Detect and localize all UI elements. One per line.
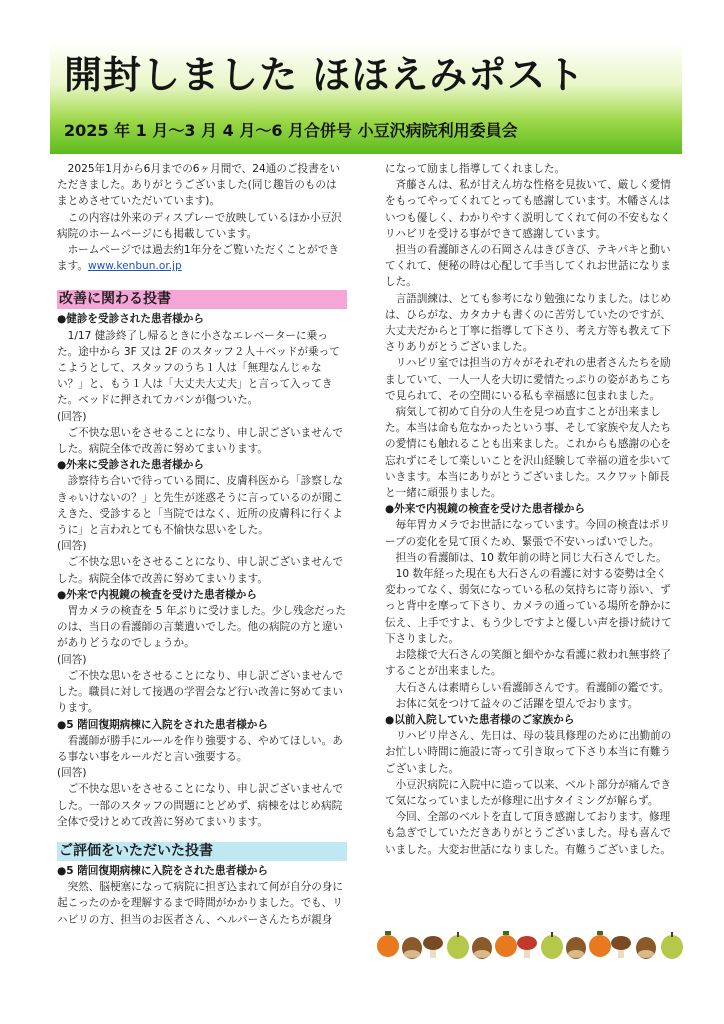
reply-label: (回答) xyxy=(57,767,87,780)
reply-body: ご不快な思いをさせることになり、申し訳ございませんでした。職員に対して接遇の学習会など行い改善に努めてまいります。 xyxy=(57,669,344,715)
intro-text: ホームページでは過去約1年分をご覧いただくことができます。 xyxy=(57,244,339,273)
letter-body: 病気して初めて自分の人生を見つめ直すことが出来ました。本当は命も危なかったという事、そして家族や友人たちの愛情にも触れることも出来ました。これからも感謝の心を忘れずにそして楽しいことを沢山経験して幸福の道を歩いていきます。本当にありがとうございました。スクワット師長と一緒に頑張りました。 xyxy=(385,406,672,500)
letter-title: ●5 階回復期病棟に入院をされた患者様から xyxy=(57,718,268,731)
letter-title: ●健診を受診された患者様から xyxy=(57,313,204,326)
reply-body: ご不快な思いをさせることになり、申し訳ございませんでした。一部のスタッフの問題にとどめず、病棟をはじめ病院全体で受けとめて改善に努めてまいります。 xyxy=(57,783,344,828)
section-heading-praise: ご評価をいただいた投書 xyxy=(57,842,347,861)
letter-body: 担当の看護師さんの石岡さんはきびきび、テキパキと動いてくれて、便秘の時は心配して手当してくれお世話になりました。 xyxy=(385,244,671,289)
autumn-fruit-illustration-icon xyxy=(376,926,690,962)
letter-body: リハビリ岸さん、先日は、母の装具修理のために出勤前のお忙しい時間に施設に寄って引き取って下さり本当に有難うございました。 xyxy=(385,730,672,775)
issue-subtitle: 2025 年 1 月～3 月 4 月～6 月合併号 小豆沢病院利用委員会 xyxy=(64,121,518,140)
letter-body: 1/17 健診終了し帰るときに小さなエレベーターに乗った。途中から 3F 又は 2F のスタッフ２人＋ベッドが乗ってこようとして、スタッフのうち１人は「無理なんじゃない？」と、もう１人は「大丈夫大丈夫」と言って入ってきた。ベッドに押されてカバンが傷ついた。 xyxy=(57,329,340,407)
letter-title: ●外来で内視鏡の検査を受けた患者様から xyxy=(57,588,257,601)
letter-body: お陰様で大石さんの笑顔と細やかな看護に救われ無事終了することが出来ました。 xyxy=(385,649,672,678)
letter-title: ●以前入院していた患者様のご家族から xyxy=(385,713,575,726)
letter-body: 10 数年経った現在も大石さんの看護に対する姿勢は全く変わってなく、弱気になっている私の気持ちに寄り添い、ずっと背中を摩って下さり、カメラの通っている場所を静かに伝え、上手ですよ、もう少しですよと優しい声を掛け続けて下さりました。 xyxy=(385,568,672,645)
header-banner xyxy=(50,42,682,154)
reply-label: (回答) xyxy=(57,540,87,553)
letter-body: リハビリ室では担当の方々がそれぞれの患者さんたちを励ましていて、一人一人を大切に愛情たっぷりの姿があちこちで見られて、その空間にいる私も幸福感に包まれました。 xyxy=(385,357,671,402)
reply-body: ご不快な思いをさせることになり、申し訳ございませんでした。病院全体で改善に努めてまいります。 xyxy=(57,556,344,585)
right-column xyxy=(385,161,675,858)
letter-title: ●外来に受診された患者様から xyxy=(57,459,204,472)
letter-body: お体に気をつけて益々のご活躍を望んでおります。 xyxy=(395,697,639,710)
reply-label: (回答) xyxy=(57,410,87,423)
letter-body: 言語訓練は、とても参考になり勉強になりました。はじめは、ひらがな、カタカナも書くのに苦労していたのですが、大丈夫だからと丁寧に指導して下さり、考え方等も教えて下さりありがとうございました。 xyxy=(385,292,672,354)
letter-body: 胃カメラの検査を 5 年ぶりに受けました。少し残念だったのは、当日の看護師の言葉遣いでした。他の病院の方と違いがありどうなのでしょうか。 xyxy=(57,605,346,650)
letter-body: 斉藤さんは、私が甘えん坊な性格を見抜いて、厳しく愛情をもってやってくれてとっても感謝しています。木幡さんはいつも優しく、わかりやすく説明してくれて何の不安もなくリハビリを受ける事ができて感謝しています。 xyxy=(385,179,671,240)
letter-title: ●5 階回復期病棟に入院をされた患者様から xyxy=(57,864,268,877)
letter-title: ●外来で内視鏡の検査を受けた患者様から xyxy=(385,503,585,516)
intro-paragraph: この内容は外来のディスプレーで放映しているほか小豆沢病院のホームページにも掲載しています。 xyxy=(57,211,342,240)
letter-body-continued: になって励まし指導してくれました。 xyxy=(385,163,566,175)
newsletter-title: 開封しました ほほえみポスト xyxy=(64,53,586,97)
letter-body: 看護師が勝手にルールを作り強要する、やめてほしい。ある事ない事をルールだと言い強要する。 xyxy=(57,734,343,763)
intro-paragraph xyxy=(57,242,347,274)
letter-body: 大石さんは素晴らしい看護師さんです。看護師の鑑です。 xyxy=(395,681,670,694)
intro-paragraph: 2025年1月から6月までの6ヶ月間で、24通のご投書をいただきました。ありがとうございました(同じ趣旨のものはまとめさせていただいています)。 xyxy=(57,163,340,208)
letter-body: 小豆沢病院に入院中に造って以来、ベルト部分が痛んできて気になっていましたが修理に出すタイミングが解らず。 xyxy=(385,778,672,807)
letter-body: 今回、全部のベルトを直して頂き感謝しております。修理も急ぎでしていただきありがとうございました。母も喜んでいました。大変お世話になりました。有難うございました。 xyxy=(385,811,672,856)
reply-body: ご不快な思いをさせることになり、申し訳ございませんでした。病院全体で改善に努めてまいります。 xyxy=(57,426,344,456)
reply-label: (回答) xyxy=(57,653,87,666)
letter-body: 診察待ち合いで待っている間に、皮膚科医から「診察しなきゃいけないの？」と先生が迷惑そうに言っているのが聞こえきた、受診すると「当院ではなく、近所の皮膚科に行くように」と言われとても不愉快な思いをした。 xyxy=(57,475,344,537)
letter-body: 突然、脳梗塞になって病院に担ぎ込まれて何が自分の身に起こったのかを理解するまで時間がかかりました。でも、リハビリの方、担当のお医者さん、ヘルパーさんたちが親身 xyxy=(57,881,344,926)
letter-body: 担当の看護師は、10 数年前の時と同じ大石さんでした。 xyxy=(395,551,667,564)
left-column xyxy=(57,161,347,928)
section-heading-improvement: 改善に関わる投書 xyxy=(57,290,347,309)
letter-body: 毎年胃カメラでお世話になっています。今回の検査はポリープの変化を見て頂くため、緊張で不安いっぱいでした。 xyxy=(385,519,671,548)
website-link[interactable]: www.kenbun.or.jp xyxy=(87,260,182,273)
